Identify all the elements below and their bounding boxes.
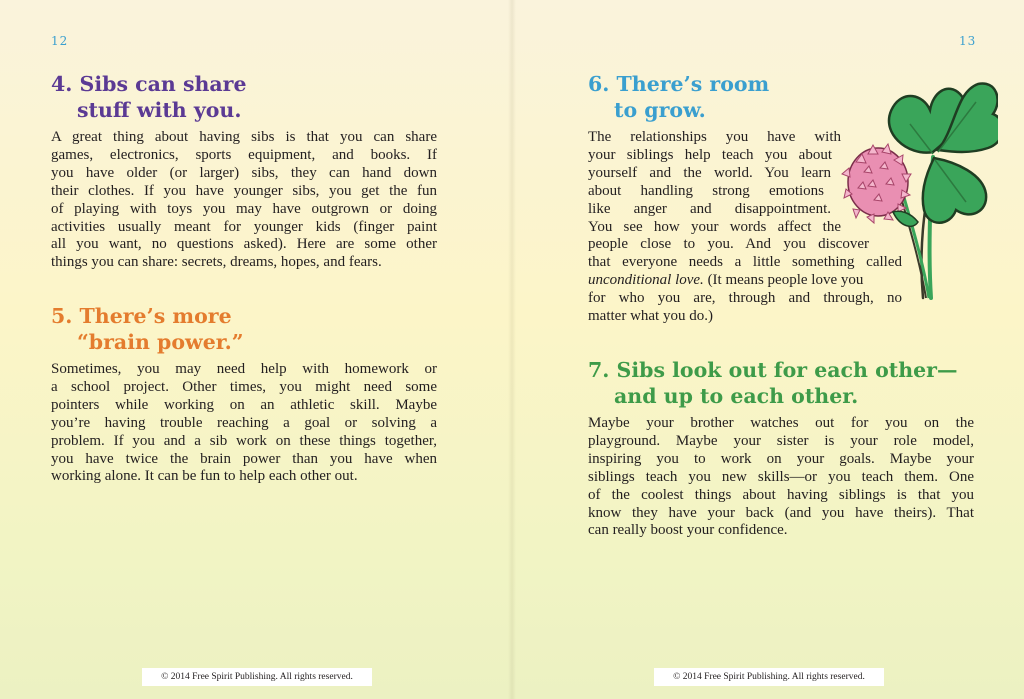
body-line-continuation: (It means people love you	[703, 272, 864, 289]
body-line: their clothes. If you have younger sibs, you get the fun	[51, 182, 437, 199]
body-line: can really boost your confidence.	[588, 522, 788, 539]
body-line: siblings teach you new skills—or you teach them. One	[588, 468, 974, 485]
section-7-heading	[588, 357, 957, 409]
body-line: you’re having trouble reaching a goal or solving a	[51, 414, 437, 431]
section-5-heading	[51, 303, 244, 355]
body-line: like anger and disappointment.	[588, 200, 831, 217]
body-line: Maybe your brother watches out for you on the	[588, 415, 974, 431]
body-line: yourself and the world. You learn	[588, 164, 831, 181]
section-5-body	[51, 361, 437, 486]
heading-line-1: 4. Sibs can share	[51, 72, 247, 96]
heading-line-2: stuff with you.	[77, 98, 242, 122]
heading-line-2: to grow.	[614, 98, 706, 122]
body-line: A great thing about having sibs is that you can share	[51, 129, 437, 145]
heading-line-1: 7. Sibs look out for each other—	[588, 358, 958, 382]
body-line: your siblings help teach you about	[588, 146, 832, 163]
body-line: working alone. It can be fun to help each other out.	[51, 468, 358, 485]
heading-line-2: and up to each other.	[614, 384, 859, 408]
body-line: problem. If you and a sib work on these things together,	[51, 432, 437, 449]
heading-line-2: “brain power.”	[77, 330, 244, 354]
body-line: you have older (or larger) sibs, they can hand down	[51, 164, 437, 181]
body-line: a school project. Other times, you might need some	[51, 378, 437, 395]
emphasis-unconditional-love: unconditional love.	[588, 272, 704, 289]
body-line: things you can share: secrets, dreams, hopes, and fears.	[51, 254, 382, 271]
section-4-heading	[51, 71, 247, 123]
body-line: playground. Maybe your sister is your role model,	[588, 432, 974, 449]
body-line: know they have your back (and you have theirs). That	[588, 504, 974, 521]
page-number-left: 12	[51, 34, 69, 48]
body-line: about handling strong emotions	[588, 182, 824, 199]
body-line: that everyone needs a little something called	[588, 254, 902, 271]
body-line: matter what you do.)	[588, 308, 713, 325]
body-line: pointers while working on an athletic skill. Maybe	[51, 396, 437, 413]
copyright-notice-right: © 2014 Free Spirit Publishing. All rights reserved.	[654, 668, 884, 686]
heading-line-1: 6. There’s room	[588, 72, 770, 96]
section-7-body	[588, 415, 974, 540]
body-line: Sometimes, you may need help with homework or	[51, 361, 437, 377]
body-line: games, electronics, sports equipment, and books. If	[51, 146, 437, 163]
body-line: you have twice the brain power than you have when	[51, 450, 437, 467]
body-line: for who you are, through and through, no	[588, 290, 902, 307]
body-line: You see how your words affect the	[588, 218, 841, 235]
body-line: of the coolest things about having siblings is that you	[588, 486, 974, 503]
copyright-notice-left: © 2014 Free Spirit Publishing. All rights reserved.	[142, 668, 372, 686]
body-line: of playing with toys you may have outgrown or doing	[51, 200, 437, 217]
clover-flower-icon	[838, 62, 998, 302]
body-line: activities usually meant for younger kids (finger paint	[51, 218, 437, 235]
body-line: people close to you. And you discover	[588, 236, 869, 253]
body-line: The relationships you have with	[588, 129, 841, 145]
page-number-right: 13	[959, 34, 977, 48]
section-4-body	[51, 129, 437, 272]
body-line: all you want, no questions asked). Here are some other	[51, 236, 437, 253]
body-line: inspiring you to work on your goals. Maybe your	[588, 450, 974, 467]
heading-line-1: 5. There’s more	[51, 304, 232, 328]
section-6-heading	[588, 71, 769, 123]
